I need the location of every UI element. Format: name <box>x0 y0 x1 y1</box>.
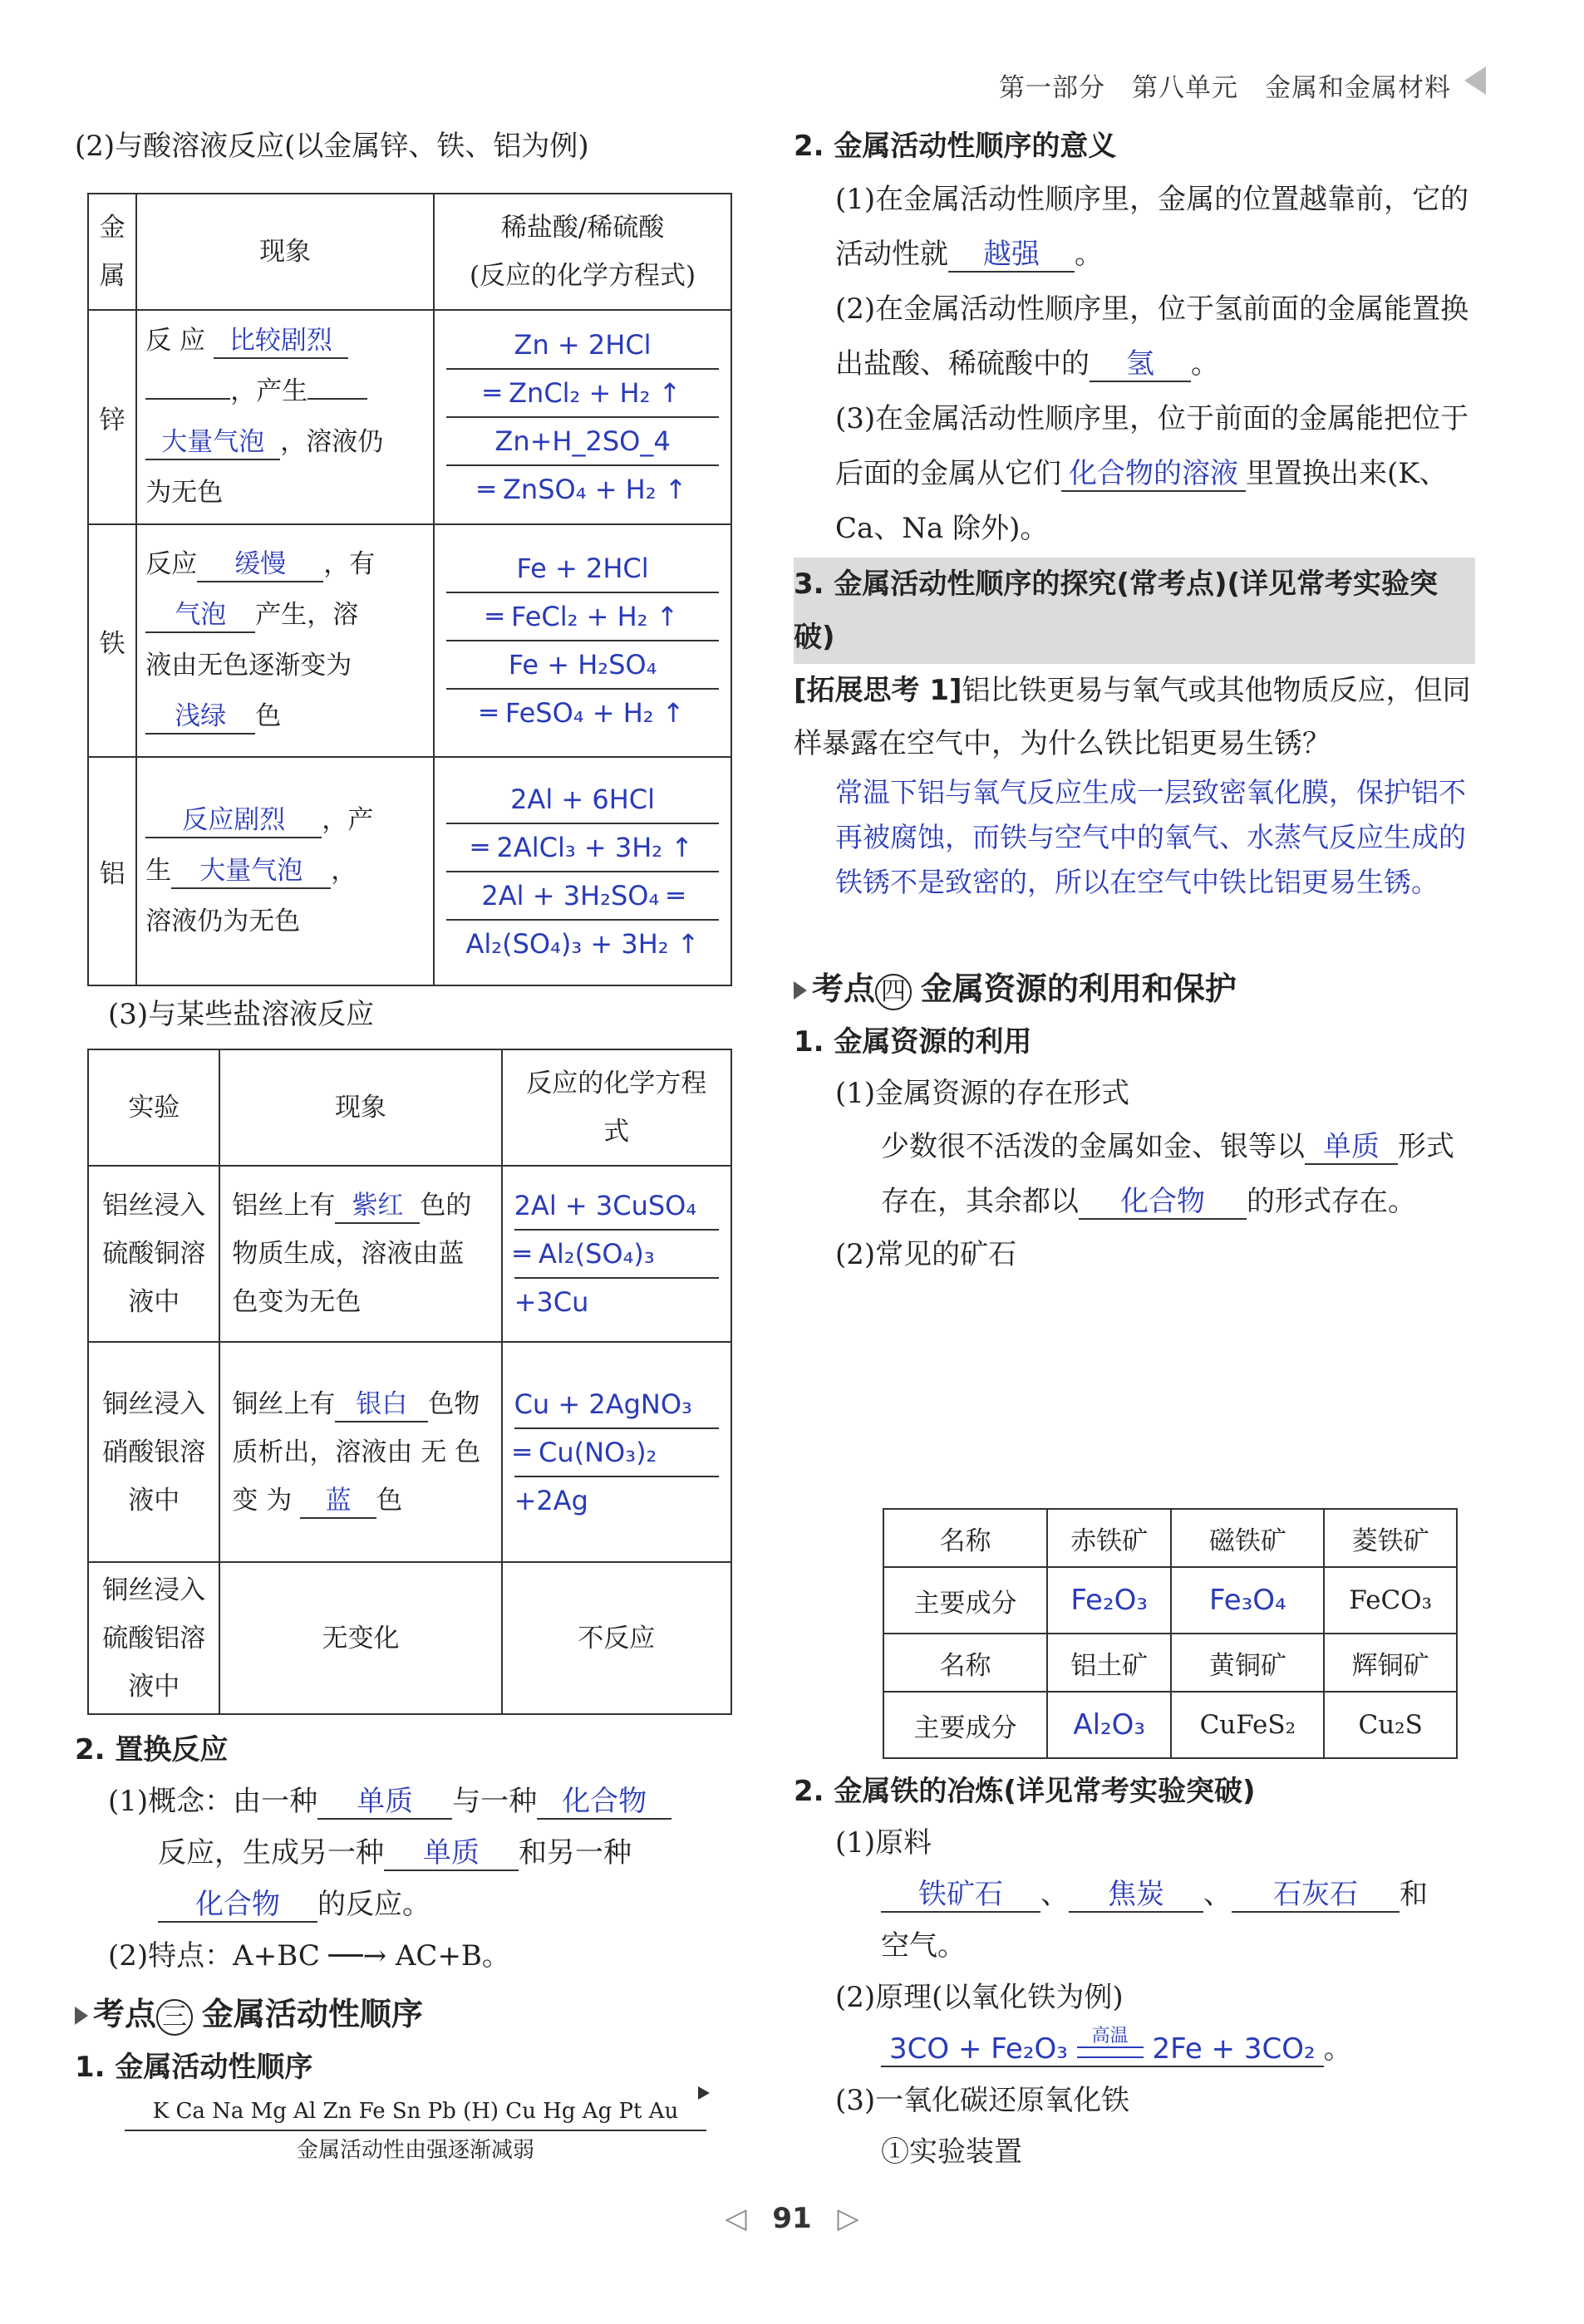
text: ，有 <box>323 549 376 579</box>
text: (3)在金属活动性顺序里，位于前面的金属能把位于后面的金属从它们 <box>835 402 1469 490</box>
answer-silver-white: 银白 <box>335 1388 428 1422</box>
eq-cu-al2so43: 不反应 <box>502 1562 731 1714</box>
eq-line: Zn+H_2SO_4 <box>446 418 719 466</box>
answer-iron-rate: 缓慢 <box>197 548 323 582</box>
raw-text <box>794 1869 1475 1972</box>
meaning-1 <box>794 172 1475 282</box>
exp-al-cuso4: 铝丝浸入硫酸铜溶液中 <box>88 1166 219 1342</box>
eq-line: +3Cu <box>514 1286 589 1318</box>
answer-elemental-form: 单质 <box>1305 1130 1398 1165</box>
ore-name: 赤铁矿 <box>1047 1509 1171 1567</box>
header-marker-icon <box>1464 66 1486 95</box>
ore-comp-answer: Al₂O₃ <box>1047 1692 1171 1758</box>
row-zinc <box>88 310 731 524</box>
th-equation: 反应的化学方程式 <box>502 1049 731 1166</box>
kp-number: 三 <box>156 1999 193 2036</box>
eq-line: 2Al + 3H₂SO₄ ═ <box>446 872 719 921</box>
iron-equations <box>434 524 731 757</box>
page-header: 第一部分 第八单元 金属和金属材料 <box>999 73 1451 103</box>
iron-title: 2. 金属铁的冶炼(详见常考实验突破) <box>794 1775 1256 1808</box>
eq-rhs: 2Fe + 3CO₂ <box>1152 2032 1316 2066</box>
text: 、 <box>1203 1878 1232 1911</box>
explore-title: 3. 金属活动性顺序的探究(常考点)(详见常考实验突破) <box>794 558 1475 664</box>
text: 形式存在，其余都以 <box>881 1130 1454 1218</box>
answer-al-rate: 反应剧烈 <box>145 803 322 838</box>
th-eq-line2: (反应的化学方程式) <box>469 261 696 291</box>
text: 和另一种 <box>519 1836 632 1870</box>
kp-title: 金属资源的利用和保护 <box>920 970 1237 1007</box>
text: 、 <box>1040 1878 1069 1911</box>
kp4-heading <box>794 963 1475 1016</box>
phen-al-cuso4 <box>219 1166 501 1342</box>
spacer <box>794 905 1475 963</box>
triangle-icon <box>794 981 807 1000</box>
think-label: [拓展思考 1] <box>794 674 962 707</box>
eq-cu-agno3 <box>502 1342 731 1562</box>
reduce-title: (3)一氧化碳还原氧化铁 <box>835 2084 1130 2117</box>
answer-iron-ore: 铁矿石 <box>881 1878 1040 1913</box>
row-cu-agno3 <box>88 1342 731 1562</box>
eq-line: 2Al + 3CuSO₄ <box>514 1182 719 1231</box>
th-equation <box>434 194 731 310</box>
kp-label: 考点 <box>93 1996 157 2032</box>
metal-iron: 铁 <box>88 524 136 757</box>
raw-title: (1)原料 <box>835 1826 932 1860</box>
activity-caption: 金属活动性由强逐渐减弱 <box>296 2138 534 2163</box>
zinc-equations <box>434 310 731 524</box>
metal-aluminum: 铝 <box>88 757 136 985</box>
ore-comp-label: 主要成分 <box>883 1692 1047 1758</box>
meaning-3 <box>794 391 1475 556</box>
eq-line: Cu + 2AgNO₃ <box>514 1381 719 1429</box>
eq-lhs: 3CO + Fe₂O₃ <box>889 2032 1068 2066</box>
text: ，产 <box>322 805 374 835</box>
phen-cu-al2so43: 无变化 <box>219 1562 501 1714</box>
eq-line: ═ ZnSO₄ + H₂ ↑ <box>478 474 687 505</box>
eq-line: ═ ZnCl₂ + H₂ ↑ <box>446 370 719 418</box>
eq-line: Fe + 2HCl <box>446 545 719 593</box>
answer-elemental: 单质 <box>317 1785 452 1820</box>
phen-cu-agno3 <box>219 1342 501 1562</box>
kp-title: 金属活动性顺序 <box>201 1996 423 2032</box>
acid-reaction-table <box>87 193 732 986</box>
text: 为无色 <box>145 478 224 508</box>
text: (2)在金属活动性顺序里，位于氢前面的金属能置换出盐酸、稀硫酸中的 <box>835 292 1469 381</box>
text: 。 <box>1191 347 1219 381</box>
principle-equation <box>794 2023 1475 2075</box>
text: 和 <box>1400 1878 1428 1911</box>
row-aluminum <box>88 757 731 985</box>
eq-al-cuso4 <box>502 1166 731 1342</box>
text: 色物质析出，溶液由 无 色 变 为 <box>232 1388 481 1516</box>
text: 反应，生成另一种 <box>158 1836 384 1870</box>
th-phenomenon: 现象 <box>136 194 434 310</box>
answer-compound-2: 化合物 <box>158 1888 317 1923</box>
activity-series: K Ca Na Mg Al Zn Fe Sn Pb (H) Cu Hg Ag Pt Au <box>125 2093 706 2131</box>
answer-zinc-rate: 比较剧烈 <box>214 324 348 359</box>
meaning-2 <box>794 282 1475 391</box>
blank <box>307 398 367 400</box>
text: 色 <box>255 701 282 731</box>
ore-comp-answer: Fe₂O₃ <box>1047 1567 1171 1634</box>
principle-title: (2)原理(以氧化铁为例) <box>835 1981 1124 2014</box>
ore-comp: Cu₂S <box>1324 1692 1457 1758</box>
ore-name-label: 名称 <box>883 1634 1047 1692</box>
answer-compound-solution: 化合物的溶液 <box>1061 457 1246 492</box>
eq-line: Zn + 2HCl <box>446 322 719 370</box>
eq-line: +2Ag <box>514 1484 588 1516</box>
answer-hydrogen: 氢 <box>1090 347 1191 382</box>
page-number: 91 <box>772 2202 812 2235</box>
th-phenomenon: 现象 <box>219 1049 501 1166</box>
answer-iron-bubbles: 气泡 <box>145 598 255 633</box>
text: 少数很不活泼的金属如金、银等以 <box>881 1130 1305 1163</box>
eq-line: 2Al + 6HCl <box>446 776 719 824</box>
kp-label: 考点 <box>812 970 876 1007</box>
left-column <box>75 129 740 172</box>
ore-name: 菱铁矿 <box>1324 1509 1457 1567</box>
salt-reaction-table <box>87 1049 732 1715</box>
eq-line: Fe + H₂SO₄ <box>446 641 719 690</box>
displacement-title: 2. 置换反应 <box>75 1733 229 1766</box>
displacement-section <box>75 1724 740 2169</box>
text: 液由无色逐渐变为 <box>145 651 352 680</box>
th-experiment: 实验 <box>88 1049 219 1166</box>
eq-arrow <box>1077 2026 1144 2058</box>
ore-name-label: 名称 <box>883 1509 1047 1567</box>
next-page-icon: ▷ <box>837 2202 859 2235</box>
prev-page-icon: ◁ <box>725 2202 747 2235</box>
feature-text: (2)特点：A+BC ──→ AC+B。 <box>108 1939 510 1973</box>
eq-line: ═ Cu(NO₃)₂ <box>514 1429 719 1477</box>
eq-line: ═ FeCl₂ + H₂ ↑ <box>446 593 719 641</box>
iron-phenomenon <box>136 524 434 757</box>
text: ， <box>331 856 357 886</box>
row-iron <box>88 524 731 757</box>
text: (1)在金属活动性顺序里，金属的位置越靠前，它的活动性就 <box>835 183 1469 271</box>
ore-comp-answer: Fe₃O₄ <box>1171 1567 1324 1634</box>
text: 色的物质生成，溶液由蓝色变为无色 <box>232 1191 472 1317</box>
metal-zinc: 锌 <box>88 310 136 524</box>
right-column <box>794 129 1475 1280</box>
think-answer: 常温下铝与氧气反应生成一层致密氧化膜，保护铝不再被腐蚀，而铁与空气中的氧气、水蒸气反应生成的铁锈不是致密的，所以在空气中铁比铝更易生锈。 <box>835 776 1466 898</box>
kp-number: 四 <box>875 974 912 1010</box>
concept-text <box>75 1776 740 1930</box>
answer-iron-color: 浅绿 <box>145 700 255 735</box>
text: 反应 <box>145 549 198 579</box>
eq-line: ═ 2AlCl₃ + 3H₂ ↑ <box>446 824 719 872</box>
row-al-cuso4 <box>88 1166 731 1342</box>
eq-line: ═ Al₂(SO₄)₃ <box>514 1231 719 1279</box>
text: 溶液仍为无色 <box>145 907 301 936</box>
answer-limestone: 石灰石 <box>1232 1878 1400 1913</box>
text: 里置换出来(K、Ca、Na 除外)。 <box>835 457 1448 545</box>
ore-comp: FeCO₃ <box>1324 1567 1457 1634</box>
triangle-icon <box>75 2007 88 2025</box>
eq-line: ═ FeSO₄ + H₂ ↑ <box>480 697 685 729</box>
text: 色 <box>376 1485 403 1516</box>
text: 产生，溶 <box>255 600 359 630</box>
order-title: 1. 金属活动性顺序 <box>75 2051 313 2084</box>
eq-condition: 高温 <box>1077 2027 1144 2048</box>
text: ，产生 <box>230 376 308 406</box>
use-title: 1. 金属资源的利用 <box>794 1025 1032 1059</box>
exist-title: (1)金属资源的存在形式 <box>835 1077 1130 1110</box>
text: 铜丝上有 <box>232 1388 336 1419</box>
aluminum-equations <box>434 757 731 985</box>
text: 反 应 <box>145 326 206 356</box>
exp-cu-agno3: 铜丝浸入硝酸银溶液中 <box>88 1342 219 1562</box>
salt-reaction-title: (3)与某些盐溶液反应 <box>108 998 375 1031</box>
ore-title: (2)常见的矿石 <box>835 1238 1017 1271</box>
kp3-heading <box>75 1988 740 2041</box>
text: 。 <box>1075 238 1103 271</box>
ore-name: 辉铜矿 <box>1324 1634 1457 1692</box>
answer-blue: 蓝 <box>300 1484 376 1519</box>
text: 空气。 <box>881 1929 966 1963</box>
exp-cu-al2so43: 铜丝浸入硫酸铝溶液中 <box>88 1562 219 1714</box>
answer-coke: 焦炭 <box>1069 1878 1203 1913</box>
eq-line: Al₂(SO₄)₃ + 3H₂ ↑ <box>465 927 700 960</box>
text: (1)概念：由一种 <box>108 1785 318 1818</box>
text: 。 <box>1323 2032 1352 2066</box>
answer-purple-red: 紫红 <box>335 1189 420 1224</box>
think-question <box>794 664 1475 770</box>
exist-text <box>794 1119 1475 1229</box>
device-title: ①实验装置 <box>881 2135 1022 2169</box>
th-metal: 金 属 <box>88 194 136 310</box>
text: 生 <box>145 856 172 886</box>
equation-blank <box>881 2026 1324 2067</box>
eq-double-line <box>1077 2051 1144 2058</box>
meaning-title: 2. 金属活动性顺序的意义 <box>794 130 1117 163</box>
blank <box>145 398 230 400</box>
answer-compound-form: 化合物 <box>1079 1185 1247 1220</box>
text: 铝丝上有 <box>232 1191 336 1221</box>
activity-order <box>75 2093 706 2169</box>
ore-table <box>883 1508 1458 1759</box>
answer-al-bubbles: 大量气泡 <box>171 854 331 889</box>
acid-reaction-title: (2)与酸溶液反应(以金属锌、铁、铝为例) <box>75 130 589 163</box>
aluminum-phenomenon <box>136 757 434 985</box>
text: 与一种 <box>452 1785 538 1818</box>
answer-compound: 化合物 <box>537 1785 671 1820</box>
text: 的反应。 <box>317 1888 430 1921</box>
ore-name: 铝土矿 <box>1047 1634 1171 1692</box>
answer-elemental-2: 单质 <box>384 1836 519 1871</box>
ore-name: 黄铜矿 <box>1171 1634 1324 1692</box>
ore-comp-label: 主要成分 <box>883 1567 1047 1634</box>
iron-smelting-section <box>794 1766 1475 2178</box>
zinc-phenomenon <box>136 310 434 524</box>
ore-name: 磁铁矿 <box>1171 1509 1324 1567</box>
row-cu-al2so43 <box>88 1562 731 1714</box>
text: 铝比铁更易与氧气或其他物质反应，但同样暴露在空气中，为什么铁比铝更易生锈？ <box>794 674 1471 760</box>
text: ，溶液仍 <box>280 427 384 457</box>
text: 的形式存在。 <box>1247 1185 1416 1218</box>
ore-comp: CuFeS₂ <box>1171 1692 1324 1758</box>
page-number-bar <box>0 2202 1584 2235</box>
th-eq-line1: 稀盐酸/稀硫酸 <box>500 213 665 243</box>
answer-zinc-bubbles: 大量气泡 <box>145 425 280 460</box>
answer-stronger: 越强 <box>948 238 1075 273</box>
